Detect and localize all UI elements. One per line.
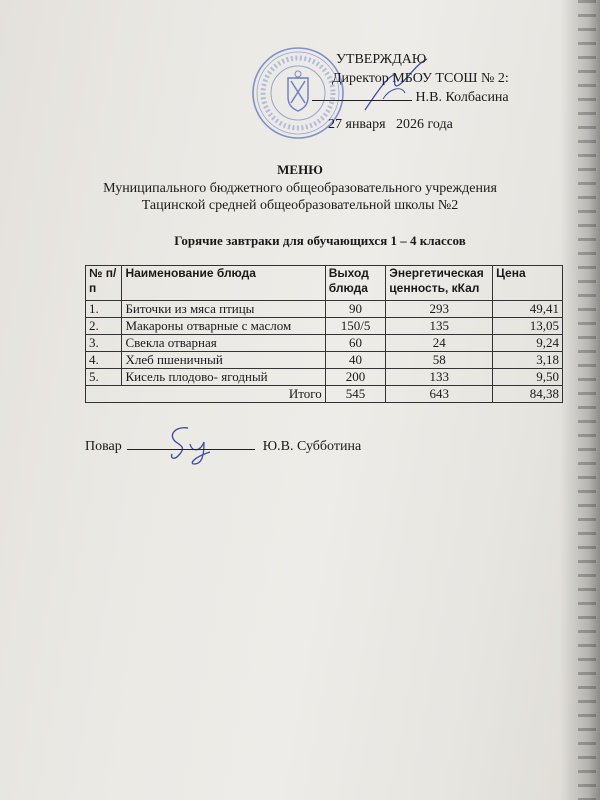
scan-edge-marks xyxy=(578,0,596,800)
total-energy: 643 xyxy=(386,386,493,403)
table-total-row xyxy=(86,386,563,403)
date-month: января xyxy=(345,117,386,132)
approval-signature-line xyxy=(312,88,509,107)
row-num: 2. xyxy=(86,318,122,335)
table-header-row xyxy=(86,266,563,301)
row-price: 9,50 xyxy=(493,369,563,386)
total-label: Итого xyxy=(86,386,326,403)
row-output: 90 xyxy=(325,301,386,318)
cook-name: Ю.В. Субботина xyxy=(262,439,362,454)
row-energy: 133 xyxy=(386,369,493,386)
approval-block xyxy=(328,50,509,134)
cook-label: Повар xyxy=(85,439,122,454)
date-year: 2026 года xyxy=(396,117,453,132)
approval-date xyxy=(328,115,509,134)
row-name: Кисель плодово- ягодный xyxy=(122,369,325,386)
row-num: 4. xyxy=(86,352,122,369)
row-num: 5. xyxy=(86,369,122,386)
row-output: 150/5 xyxy=(325,318,386,335)
header-output: Выход блюда xyxy=(325,266,386,301)
row-energy: 58 xyxy=(386,352,493,369)
table-row xyxy=(86,301,563,318)
total-output: 545 xyxy=(325,386,386,403)
row-output: 40 xyxy=(325,352,386,369)
table-row xyxy=(86,318,563,335)
header-num: № п/п xyxy=(86,266,122,301)
header-price: Цена xyxy=(493,266,563,301)
document-subtitle: Горячие завтраки для обучающихся 1 – 4 классов xyxy=(174,233,466,248)
cook-signature-line xyxy=(85,437,361,455)
org-line-1: Муниципального бюджетного общеобразовательного учреждения xyxy=(103,181,497,196)
table-row xyxy=(86,335,563,352)
row-name: Хлеб пшеничный xyxy=(122,352,325,369)
row-price: 13,05 xyxy=(493,318,563,335)
row-num: 1. xyxy=(86,301,122,318)
table-row xyxy=(86,352,563,369)
approval-position: Директор МБОУ ТСОШ № 2: xyxy=(332,71,509,86)
row-price: 9,24 xyxy=(493,335,563,352)
total-price: 84,38 xyxy=(493,386,563,403)
signature-underline xyxy=(312,88,412,101)
header-name: Наименование блюда xyxy=(122,266,325,301)
org-line-2: Тацинской средней общеобразовательной школы №2 xyxy=(141,198,459,213)
row-energy: 24 xyxy=(386,335,493,352)
row-name: Свекла отварная xyxy=(122,335,325,352)
row-name: Макароны отварные с маслом xyxy=(122,318,325,335)
row-output: 200 xyxy=(325,369,386,386)
row-output: 60 xyxy=(325,335,386,352)
approval-signer: Н.В. Колбасина xyxy=(415,90,509,105)
row-price: 3,18 xyxy=(493,352,563,369)
table-row xyxy=(86,369,563,386)
cook-underline xyxy=(127,437,255,450)
date-day: 27 xyxy=(328,117,342,132)
row-energy: 293 xyxy=(386,301,493,318)
row-price: 49,41 xyxy=(493,301,563,318)
row-num: 3. xyxy=(86,335,122,352)
document-title: МЕНЮ xyxy=(277,162,323,177)
row-name: Биточки из мяса птицы xyxy=(122,301,325,318)
menu-table xyxy=(85,265,563,403)
row-energy: 135 xyxy=(386,318,493,335)
approval-title: УТВЕРЖДАЮ xyxy=(336,52,427,67)
header-energy: Энергетическая ценность, кКал xyxy=(386,266,493,301)
